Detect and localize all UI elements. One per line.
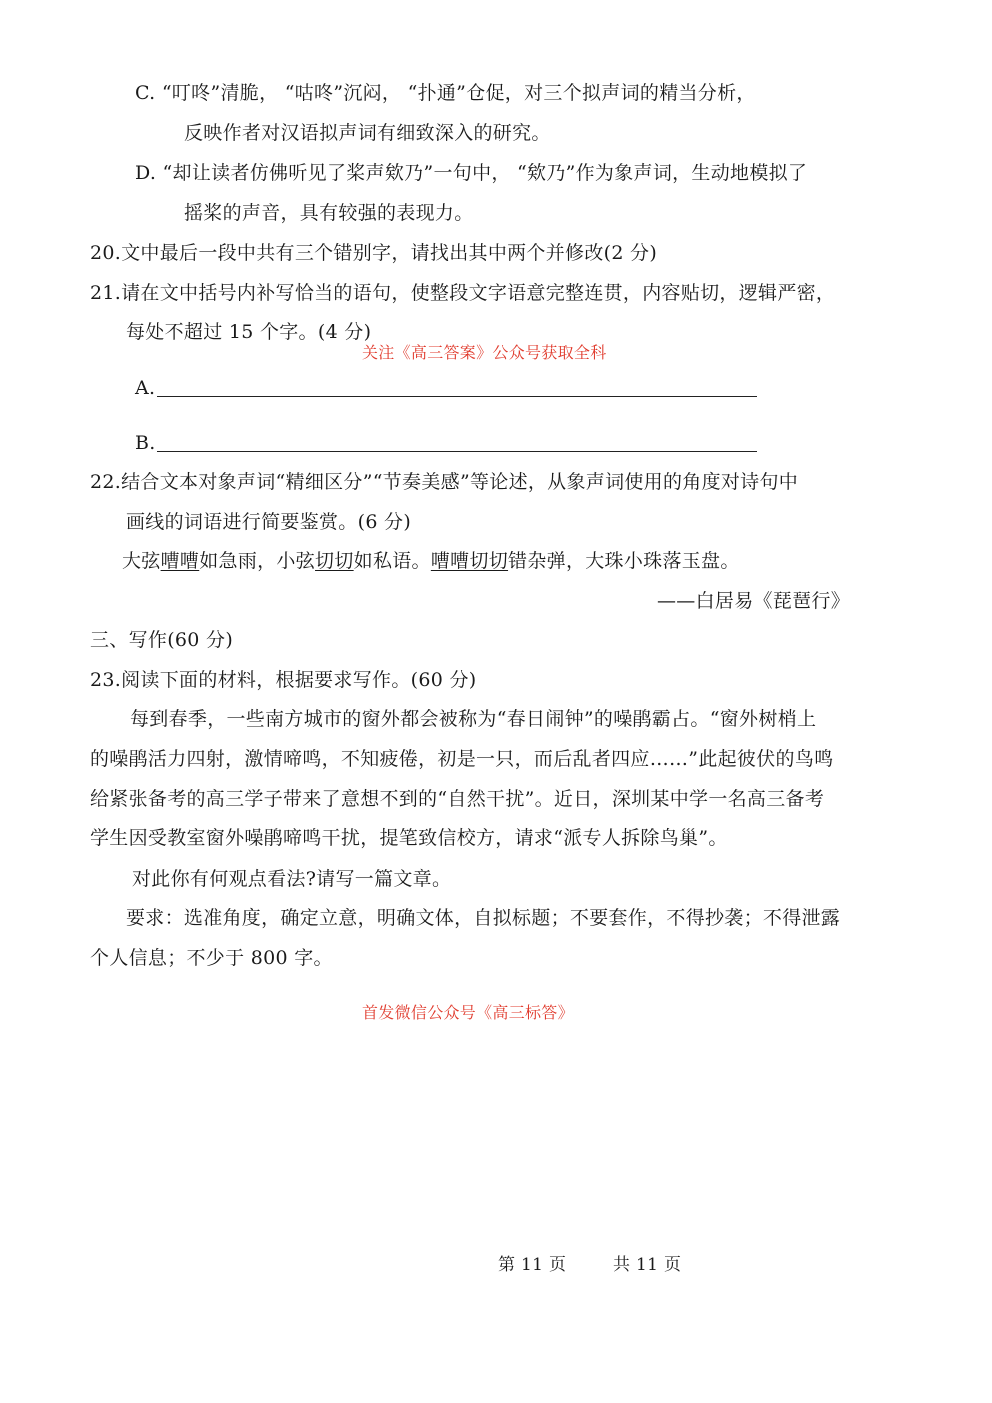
option-d-line1: D. “却让读者仿佛听见了桨声欸乃”一句中， “欸乃”作为象声词，生动地模拟了 [135, 162, 808, 184]
question-23-line1: 23.阅读下面的材料，根据要求写作。(60 分) [90, 669, 477, 691]
poem-text: 大弦 [122, 550, 161, 572]
underlined-word: 嘈嘈切切 [430, 550, 509, 572]
option-c-line2: 反映作者对汉语拟声词有细致深入的研究。 [184, 122, 551, 144]
poem-text: 如急雨，小弦 [199, 550, 316, 572]
material-para-line4: 学生因受教室窗外噪鹃啼鸣干扰，提笔致信校方，请求“派专人拆除鸟巢”。 [90, 827, 728, 849]
answer-blank-b[interactable] [157, 451, 757, 452]
section-title-writing: 三、写作(60 分) [90, 629, 234, 651]
poem-text: 如私语。 [353, 550, 431, 572]
poem-text: 错杂弹，大珠小珠落玉盘。 [508, 550, 740, 572]
question-21-line2: 每处不超过 15 个字。(4 分) [126, 321, 372, 343]
question-22-line2: 画线的词语进行简要鉴赏。(6 分) [126, 511, 412, 533]
watermark-top: 关注《高三答案》公众号获取全科 [362, 343, 607, 362]
option-c-line1: C. “叮咚”清脆， “咕咚”沉闷， “扑通”仓促，对三个拟声词的精当分析， [135, 82, 756, 104]
material-para-line2: 的噪鹃活力四射，激情啼鸣，不知疲倦，初是一只，而后乱者四应……”此起彼伏的鸟鸣 [90, 748, 834, 770]
question-22-line1: 22.结合文本对象声词“精细区分”“节奏美感”等论述，从象声词使用的角度对诗句中 [90, 471, 799, 493]
page-number: 第 11 页 [498, 1255, 567, 1275]
material-para-line1: 每到春季，一些南方城市的窗外都会被称为“春日闹钟”的噪鹃霸占。“窗外树梢上 [130, 708, 817, 730]
blank-b-label: B. [135, 432, 156, 454]
underlined-word: 嘈嘈 [160, 550, 200, 572]
poem-attribution: ——白居易《琵琶行》 [657, 590, 851, 612]
blank-a-label: A. [135, 377, 156, 399]
page-total: 共 11 页 [613, 1255, 682, 1275]
material-para-line3: 给紧张备考的高三学子带来了意想不到的“自然干扰”。近日，深圳某中学一名高三备考 [90, 788, 825, 810]
option-d-line2: 摇桨的声音，具有较强的表现力。 [184, 202, 474, 224]
requirements-line2: 个人信息；不少于 800 字。 [90, 947, 333, 969]
poem-line [122, 548, 740, 574]
question-21-line1: 21.请在文中括号内补写恰当的语句，使整段文字语意完整连贯，内容贴切，逻辑严密， [90, 282, 836, 304]
requirements-line1: 要求：选准角度，确定立意，明确文体，自拟标题；不要套作，不得抄袭；不得泄露 [126, 907, 841, 929]
prompt-line: 对此你有何观点看法?请写一篇文章。 [132, 868, 452, 890]
underlined-word: 切切 [315, 550, 354, 572]
watermark-bottom: 首发微信公众号《高三标答》 [362, 1003, 574, 1022]
question-20: 20.文中最后一段中共有三个错别字，请找出其中两个并修改(2 分) [90, 242, 658, 264]
answer-blank-a[interactable] [157, 396, 757, 397]
